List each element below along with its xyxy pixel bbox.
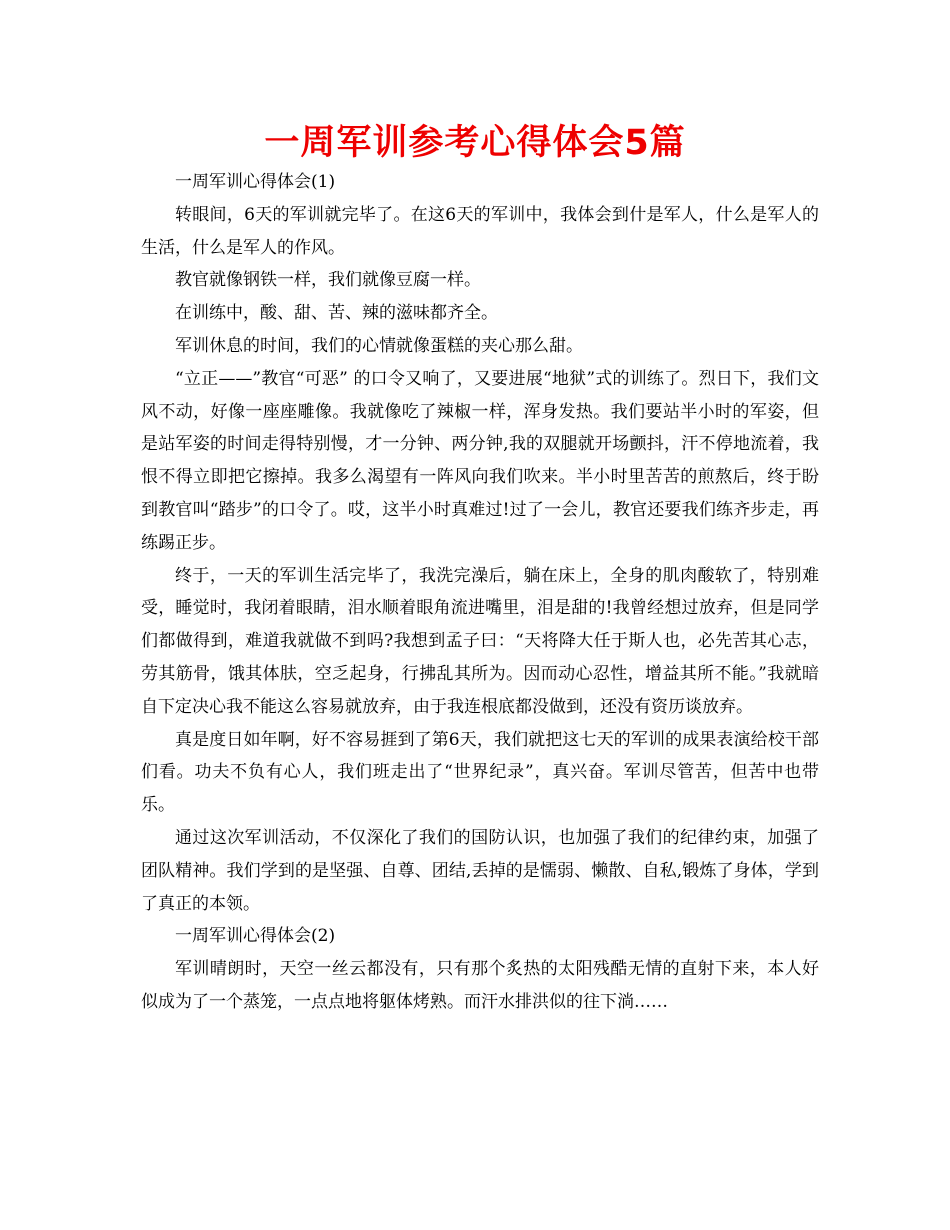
paragraph: 在训练中，酸、甜、苦、辣的滋味都齐全。 xyxy=(175,303,498,324)
section-heading: 一周军训心得体会(1) xyxy=(175,172,336,192)
paragraph: 通过这次军训活动，不仅深化了我们的国防认识，也加强了我们的纪律约束，加强了团队精神。我们学到的是坚强、自尊、团结,丢掉的是懦弱、懒散、自私,锻炼了身体，学到了真正的本领。 xyxy=(141,827,819,914)
paragraph: 终于，一天的军训生活完毕了，我洗完澡后，躺在床上，全身的肌肉酸软了，特别难受，睡觉时，我闭着眼睛，泪水顺着眼角流进嘴里，泪是甜的!我曾经想过放弃，但是同学们都做得到，难道我就做不到吗?我想到孟子曰：“天将降大任于斯人也，必先苦其心志，劳其筋骨，饿其体肤，空乏起身，行拂乱其所为。因而动心忍性，增益其所不能。”我就暗自下定决心我不能这么容易就放弃，由于我连根底都没做到，还没有资历谈放弃。 xyxy=(141,565,819,717)
paragraph: 军训晴朗时，天空一丝云都没有，只有那个炙热的太阳残酷无情的直射下来，本人好似成为了一个蒸笼，一点点地将躯体烤熟。而汗水排洪似的往下淌…… xyxy=(141,959,819,1012)
paragraph: 军训休息的时间，我们的心情就像蛋糕的夹心那么甜。 xyxy=(175,335,583,356)
document-body xyxy=(141,166,819,1019)
document-title: 一周军训参考心得体会5篇 xyxy=(264,123,686,163)
section-heading: 一周军训心得体会(2) xyxy=(175,926,336,947)
paragraph: “立正——”教官“可恶” 的口令又响了，又要进展“地狱”式的训练了。烈日下，我们文风不动，好像一座座雕像。我就像吃了辣椒一样，浑身发热。我们要站半小时的军姿，但是站军姿的时间走得特别慢，才一分钟、两分钟,我的双腿就开场颤抖，汗不停地流着，我恨不得立即把它擦掉。我多么渴望有一阵风向我们吹来。半小时里苦苦的煎熬后，终于盼到教官叫“踏步”的口令了。哎，这半小时真难过!过了一会儿，教官还要我们练齐步走，再练踢正步。 xyxy=(141,368,819,553)
paragraph: 教官就像钢铁一样，我们就像豆腐一样。 xyxy=(175,270,481,291)
paragraph: 真是度日如年啊，好不容易捱到了第6天，我们就把这七天的军训的成果表演给校干部们看。功夫不负有心人，我们班走出了“世界纪录”，真兴奋。军训尽管苦，但苦中也带乐。 xyxy=(141,729,819,816)
paragraph: 转眼间，6天的军训就完毕了。在这6天的军训中，我体会到什是军人，什么是军人的生活，什么是军人的作风。 xyxy=(141,204,819,258)
